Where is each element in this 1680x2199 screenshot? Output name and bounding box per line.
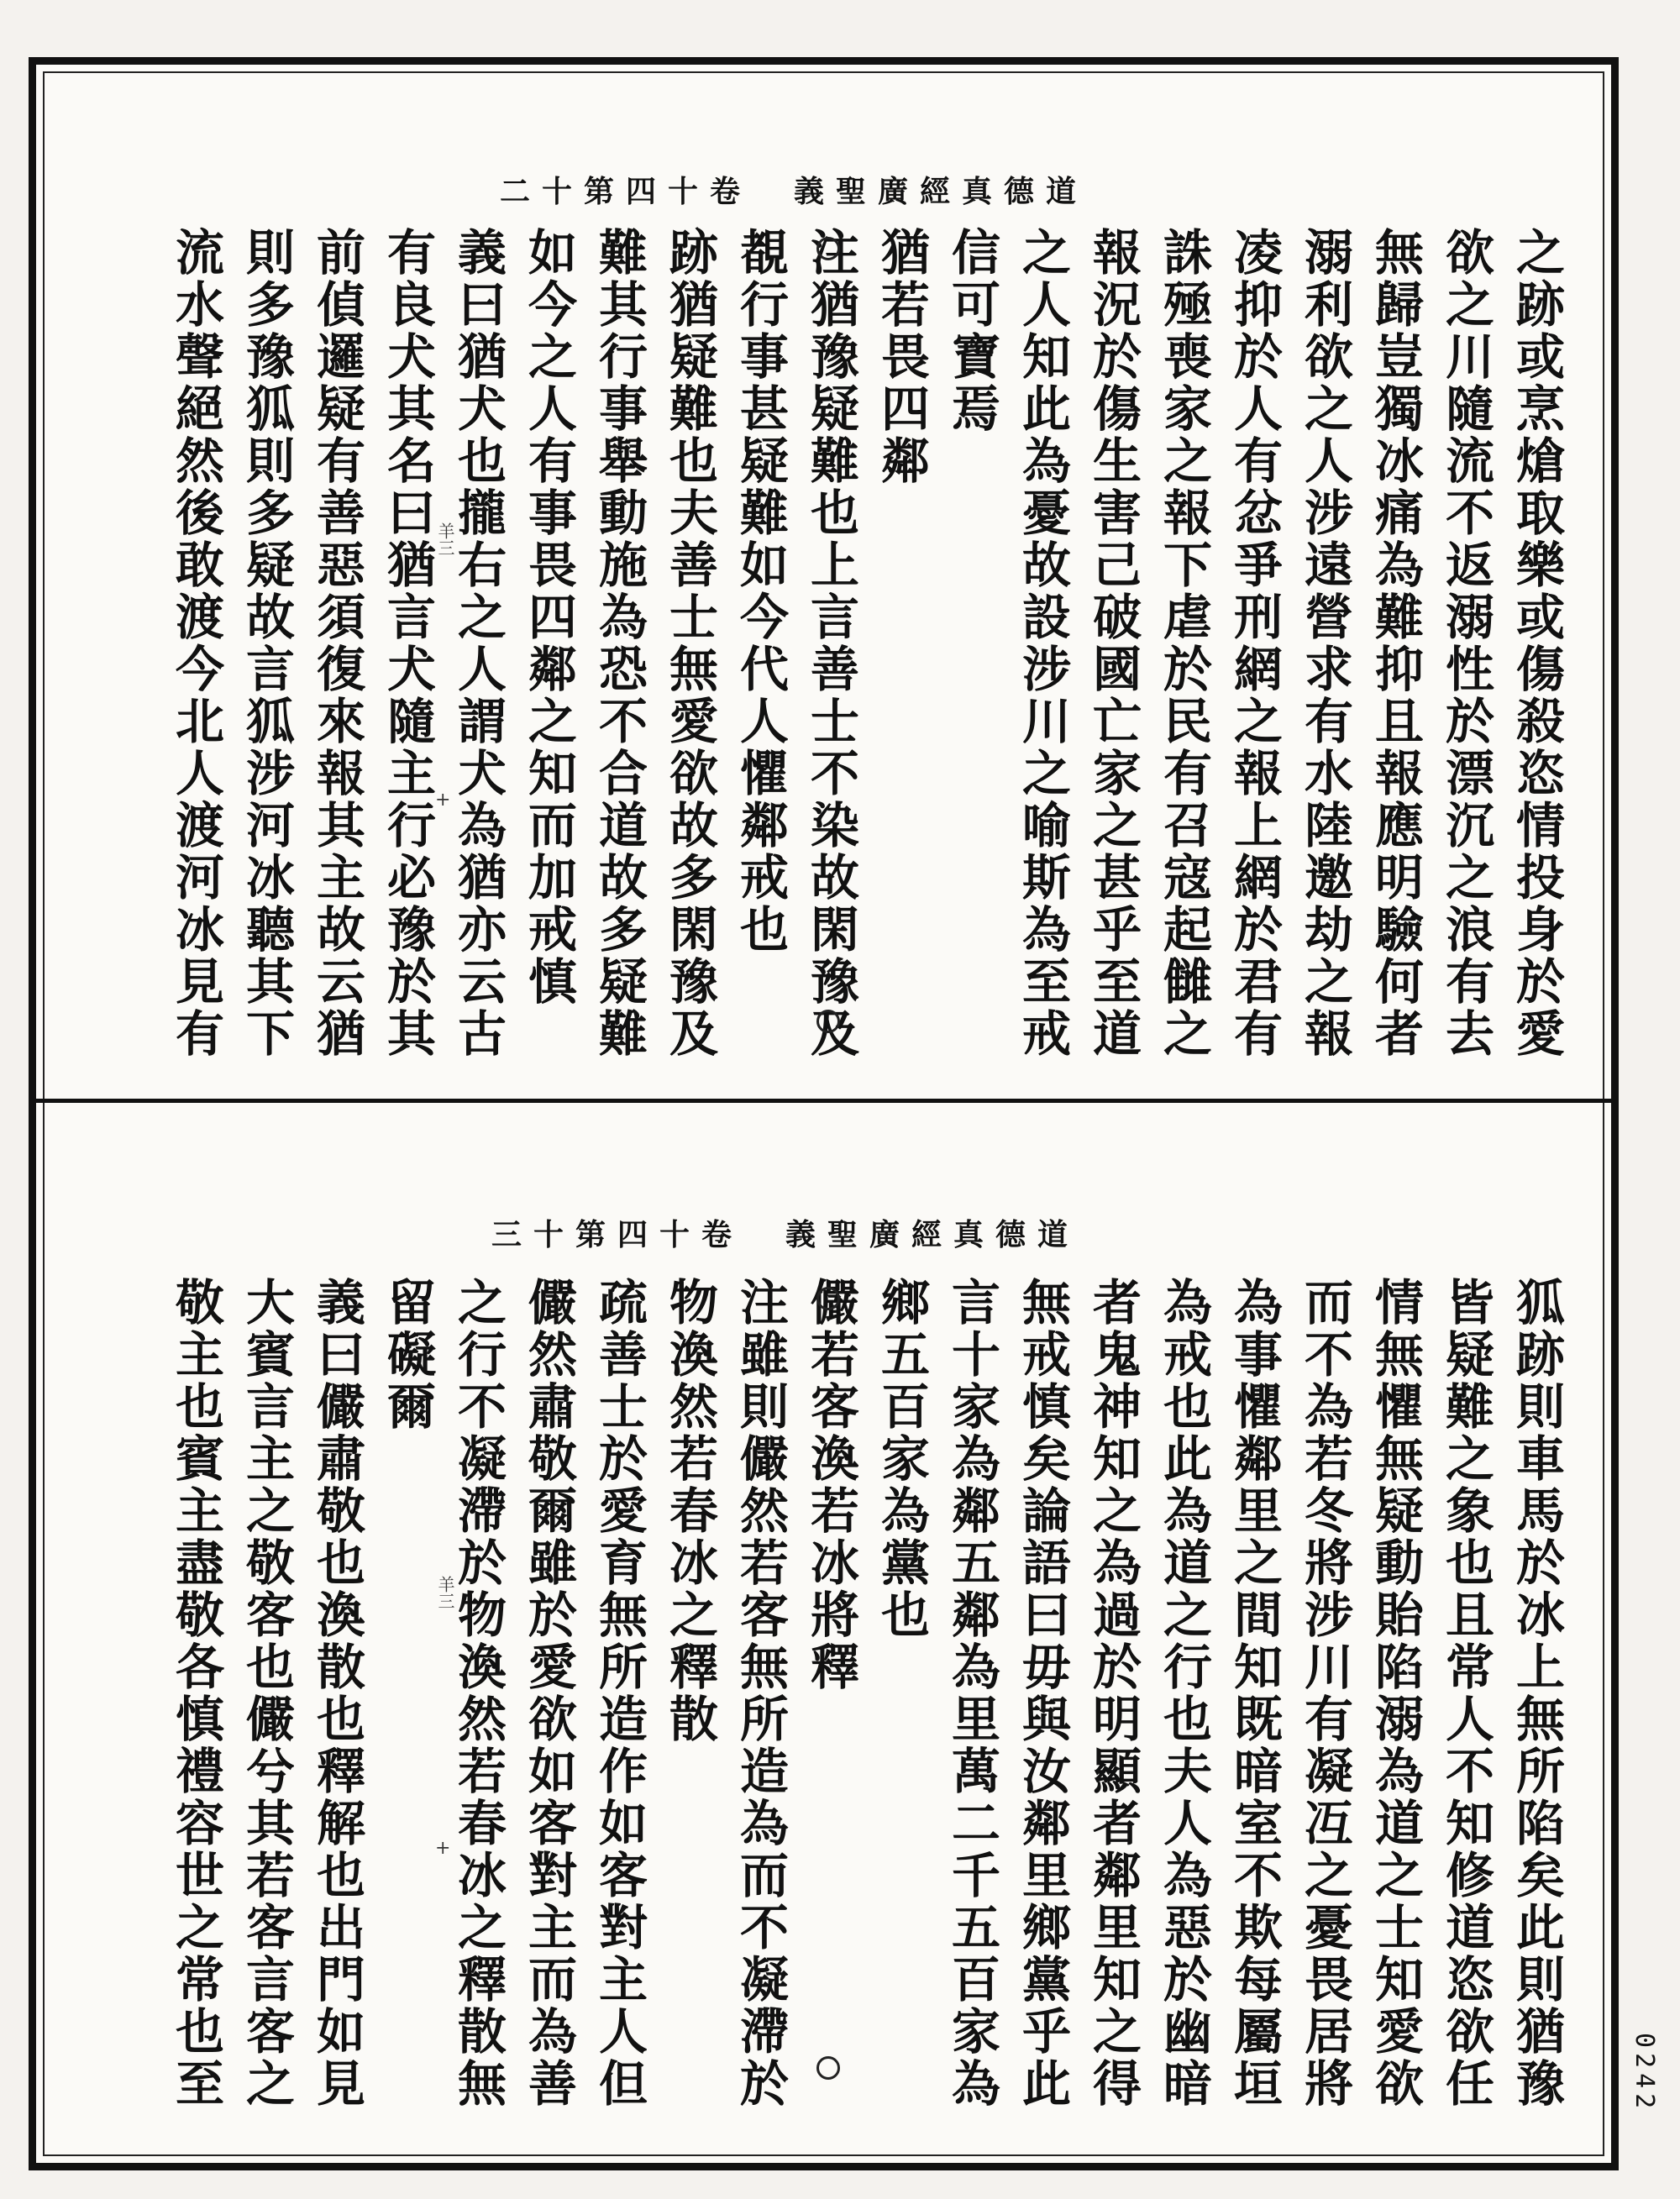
text-column: 則多豫狐則多疑故言狐涉河冰聽其下 (238, 227, 295, 1060)
text-column: 難其行事舉動施為恐不合道故多疑難 (591, 227, 648, 1060)
text-column: 疏善士於愛育無所造作如客對主人但 (591, 1277, 648, 2110)
text-column: 大賓言主之敬客也儼兮其若客言客之 (238, 1277, 295, 2110)
text-column: 信可寶焉 (943, 227, 1000, 435)
text-column: 流水聲絕然後敢渡今北人渡河冰見有 (167, 227, 224, 1060)
text-column: 之跡或烹熗取樂或傷殺恣情投身於愛 (1508, 227, 1565, 1060)
circle-mark (816, 1287, 840, 1310)
text-column: 言十家為鄰五鄰為里萬二千五百家為 (943, 1277, 1000, 2110)
text-column: 而不為若冬將涉川有凝冱之憂畏居將 (1296, 1277, 1353, 2110)
circle-mark (816, 237, 840, 260)
text-column: 覩行事甚疑難如今代人懼鄰戒也 (732, 227, 789, 956)
text-column: 為戒也此為道之行也夫人為惡於幽暗 (1155, 1277, 1212, 2110)
text-column: 留礙爾 (379, 1277, 436, 1433)
text-column: 無戒慎矣論語曰毋與汝鄰里鄉黨乎此 (1014, 1277, 1071, 2110)
text-column: 如今之人有事畏四鄰之知而加戒慎 (520, 227, 577, 1008)
plus-mark: + (435, 1838, 451, 1859)
marginal-note: 羊三 (435, 1576, 455, 1609)
top-panel-header: 二十第四十卷 義聖廣經真德道 (500, 174, 1089, 209)
text-column: 前偵邏疑有善惡須復來報其主故云猶 (308, 227, 365, 1060)
text-column: 情無懼無疑動貽陷溺為道之士知愛欲 (1367, 1277, 1424, 2110)
text-column: 欲之川隨流不返溺性於漂沉之浪有去 (1437, 227, 1494, 1060)
text-column: 溺利欲之人涉遠營求有水陸邀劫之報 (1296, 227, 1353, 1060)
text-column: 皆疑難之象也且常人不知修道恣欲任 (1437, 1277, 1494, 2110)
text-column: 注猶豫疑難也上言善士不染故閑豫及 (802, 227, 859, 1060)
text-column: 無歸豈獨冰痛為難抑且報應明驗何者 (1367, 227, 1424, 1060)
text-column: 儼若客渙若冰將釋 (802, 1277, 859, 1693)
bottom-panel-header: 三十第四十卷 義聖廣經真德道 (491, 1217, 1080, 1252)
text-column: 之人知此為憂故設涉川之喻斯為至戒 (1014, 227, 1071, 1060)
text-column: 儼然肅敬爾雖於愛欲如客對主而為善 (520, 1277, 577, 2110)
page-number: 0242 (1630, 2033, 1659, 2114)
text-column: 敬主也賓主盡敬各慎禮容世之常也至 (167, 1277, 224, 2110)
circle-mark (816, 1010, 840, 1033)
panel-divider (29, 1099, 1619, 1103)
text-column: 凌抑於人有忿爭刑網之報上網於君有 (1226, 227, 1283, 1060)
text-column: 為事懼鄰里之間知既暗室不欺每屬垣 (1226, 1277, 1283, 2110)
text-column: 報況於傷生害己破國亡家之甚乎至道 (1084, 227, 1142, 1060)
text-column: 者鬼神知之為過於明顯者鄰里知之得 (1084, 1277, 1142, 2110)
text-column: 之行不凝滯於物渙然若春冰之釋散無 (449, 1277, 507, 2110)
text-column: 猶若畏四鄰 (873, 227, 930, 487)
text-column: 狐跡則車馬於冰上無所陷矣此則猶豫 (1508, 1277, 1565, 2110)
plus-mark: + (435, 790, 451, 811)
text-column: 注雖則儼然若客無所造為而不凝滯於 (732, 1277, 789, 2110)
text-column: 鄉五百家為黨也 (873, 1277, 930, 1641)
text-column: 物渙然若春冰之釋散 (661, 1277, 718, 1745)
text-column: 義曰儼肅敬也渙散也釋解也出門如見 (308, 1277, 365, 2110)
text-column: 跡猶疑難也夫善士無愛欲故多閑豫及 (661, 227, 718, 1060)
text-column: 有良犬其名曰猶言犬隨主行必豫於其 (379, 227, 436, 1060)
text-column: 義曰猶犬也攏右之人謂犬為猶亦云古 (449, 227, 507, 1060)
text-column: 誅殛喪家之報下虐於民有召寇起雠之 (1155, 227, 1212, 1060)
circle-mark (816, 2056, 840, 2080)
marginal-note: 羊三 (435, 522, 455, 556)
